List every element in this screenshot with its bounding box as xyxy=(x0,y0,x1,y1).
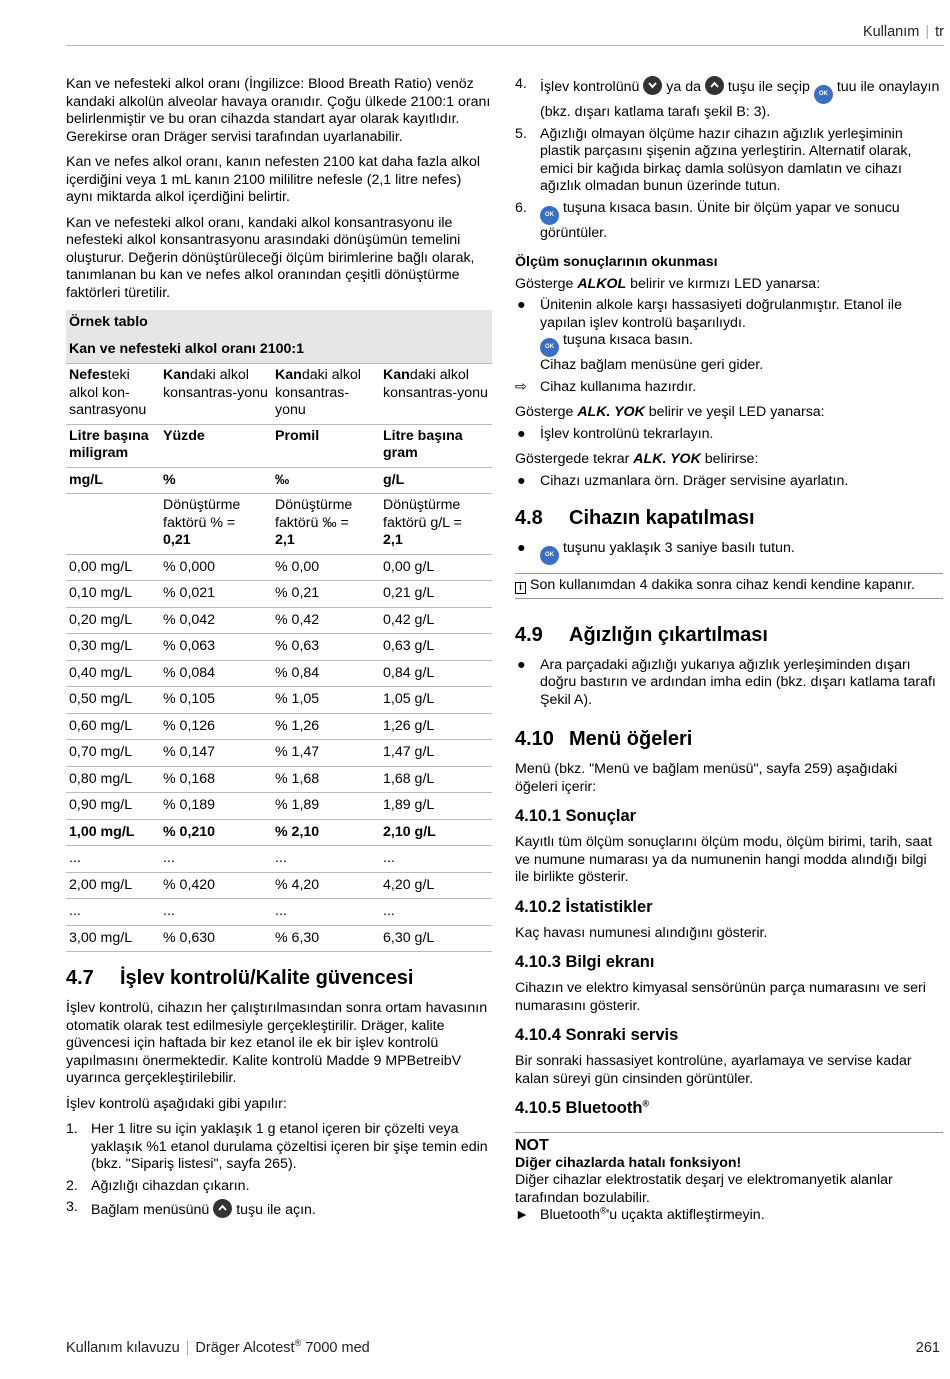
down-key-icon xyxy=(643,76,662,95)
factor-cell: Dönüştürme faktörü g/L = 2,1 xyxy=(380,494,492,555)
table-cell: % 0,000 xyxy=(160,554,272,581)
table-row xyxy=(66,713,492,740)
table-cell: 1,68 g/L xyxy=(380,766,492,793)
up-key-icon xyxy=(705,76,724,95)
table-cell: 3,00 mg/L xyxy=(66,925,160,952)
table-cell: 0,21 g/L xyxy=(380,581,492,608)
units-short-row xyxy=(66,467,492,494)
ok-key-icon: OK xyxy=(540,338,559,357)
table-cell: 0,70 mg/L xyxy=(66,740,160,767)
table-cell: 4,20 g/L xyxy=(380,872,492,899)
table-row xyxy=(66,634,492,661)
col-head: Nefesteki alkol kon-santrasyonu xyxy=(66,364,160,425)
table-cell: % 6,30 xyxy=(272,925,380,952)
up-key-icon xyxy=(213,1199,232,1218)
bullet-item: ● OK tuşunu yaklaşık 3 saniye basılı tutun. xyxy=(515,540,943,565)
table-cell: % 0,147 xyxy=(160,740,272,767)
result-item: ⇨ Cihaz kullanıma hazırdır. xyxy=(515,378,697,395)
header-section: Kullanım xyxy=(862,24,920,40)
ok-key-icon: OK xyxy=(814,85,833,104)
list-item: 5. Ağızlığı olmayan ölçüme hazır cihazın ağızlık yerleşiminin plastik parçasını şişenin ağzına yerleştirin. Alternatif olarak, emici bir kağıda birkaç damla solüsyon damlatın ve cihazı ağızlık olmadan bunun üzerinde tutun. xyxy=(515,125,912,194)
table-row xyxy=(66,687,492,714)
table-cell: % 0,420 xyxy=(160,872,272,899)
unit-cell: % xyxy=(160,467,272,494)
info-note: i Son kullanımdan 4 dakika sonra cihaz kendi kendine kapanır. xyxy=(515,573,943,599)
table-cell: 1,05 g/L xyxy=(380,687,492,714)
table-cell: 6,30 g/L xyxy=(380,925,492,952)
table-cell: % 1,05 xyxy=(272,687,380,714)
subsection-heading: 4.10.3 Bilgi ekranı xyxy=(515,953,655,971)
table-cell: ... xyxy=(66,899,160,926)
table-cell: ... xyxy=(160,899,272,926)
list-item: 2. Ağızlığı cihazdan çıkarın. xyxy=(66,1177,250,1194)
footer-title: Kullanım kılavuzu | Dräger Alcotest® 7000 med xyxy=(66,1338,370,1356)
table-cell: % 0,084 xyxy=(160,660,272,687)
table-row xyxy=(66,554,492,581)
table-row xyxy=(66,766,492,793)
unit-cell: ‰ xyxy=(272,467,380,494)
table-row xyxy=(66,899,492,926)
unit-cell: mg/L xyxy=(66,467,160,494)
table-cell: % 1,89 xyxy=(272,793,380,820)
subsection-heading: 4.10.4 Sonraki servis xyxy=(515,1026,679,1044)
subsection-heading: 4.10.2 İstatistikler xyxy=(515,897,653,916)
right-column xyxy=(515,76,943,1225)
info-icon: i xyxy=(515,582,526,594)
table-cell: % 0,105 xyxy=(160,687,272,714)
factor-row xyxy=(66,494,492,555)
page-header xyxy=(66,24,944,46)
list-item: 4. İşlev kontrolünü ya da tuşu ile seçip OK tuu ile onaylayın (bkz. dışarı katlama tarafı şekil B: 3). xyxy=(515,76,940,120)
table-row xyxy=(66,581,492,608)
table-row xyxy=(66,607,492,634)
unit-cell: Yüzde xyxy=(160,424,272,467)
factor-cell xyxy=(66,494,160,555)
paragraph: Kan ve nefesteki alkol oranı, kandaki alkol konsantrasyonu ile nefesteki alkol konsantrasyonu arasındaki dönüşümün temelini oluşturur. Değerin dönüştürüleceği ölçüm birimlerine bağlı olarak, tanımlanan bu kan ve nefes alkol oranından çeşitli dönüştürme faktörleri türetilir. xyxy=(66,214,475,301)
table-cell: 1,89 g/L xyxy=(380,793,492,820)
subsection-heading: 4.10.1 Sonuçlar xyxy=(515,807,637,825)
paragraph: Menü (bkz. "Menü ve bağlam menüsü", sayfa 259) aşağıdaki öğeleri içerir: xyxy=(515,761,898,795)
table-cell: ... xyxy=(272,846,380,873)
table-cell: 0,00 g/L xyxy=(380,554,492,581)
table-cell: % 0,00 xyxy=(272,554,380,581)
col-head: Kandaki alkol konsantras-yonu xyxy=(272,364,380,425)
paragraph: Kayıtlı tüm ölçüm sonuçlarını ölçüm modu, ölçüm birimi, tarih, saat ve numune numarası ya da numunenin hangi modda alındığı bilgi ile birlikte gösterir. xyxy=(515,834,933,885)
table-cell: % 2,10 xyxy=(272,819,380,846)
table-cell: 1,00 mg/L xyxy=(66,819,160,846)
table-cell: 0,20 mg/L xyxy=(66,607,160,634)
table-cell: % 4,20 xyxy=(272,872,380,899)
table-cell: 2,00 mg/L xyxy=(66,872,160,899)
col-head: Kandaki alkol konsantras-yonu xyxy=(160,364,272,425)
table-cell: % 0,042 xyxy=(160,607,272,634)
factor-cell: Dönüştürme faktörü ‰ = 2,1 xyxy=(272,494,380,555)
table-cell: 1,47 g/L xyxy=(380,740,492,767)
table-cell: % 0,210 xyxy=(160,819,272,846)
table-cell: % 0,42 xyxy=(272,607,380,634)
table-cell: % 0,630 xyxy=(160,925,272,952)
left-column xyxy=(66,76,492,1224)
table-cell: % 0,126 xyxy=(160,713,272,740)
table-cell: 0,40 mg/L xyxy=(66,660,160,687)
notice-box xyxy=(515,1132,943,1225)
bullet-item: ● İşlev kontrolünü tekrarlayın. xyxy=(517,425,714,442)
table-cell: ... xyxy=(380,846,492,873)
notice-title: NOT xyxy=(515,1137,549,1154)
unit-cell: Promil xyxy=(272,424,380,467)
paragraph: Gösterge ALKOL belirir ve kırmızı LED yanarsa: xyxy=(515,275,821,292)
unit-cell: g/L xyxy=(380,467,492,494)
factor-cell: Dönüştürme faktörü % = 0,21 xyxy=(160,494,272,555)
bullet-item: ● Cihazı uzmanlara örn. Dräger servisine ayarlatın. xyxy=(517,472,849,489)
conversion-table xyxy=(66,310,492,952)
table-body xyxy=(66,554,492,952)
table-cell: ... xyxy=(66,846,160,873)
paragraph: Kan ve nefes alkol oranı, kanın nefesten 2100 kat daha fazla alkol içerdiğini veya 1 mL kanın 2100 mililitre nefesle (2,1 litre nefes) aynı miktarda alkol içerdiğini belirtir. xyxy=(66,154,481,205)
notice-text: Diğer cihazlar elektrostatik deşarj ve elektromanyetik alanlar tarafından bozulabilir. xyxy=(515,1172,893,1206)
table-row xyxy=(66,846,492,873)
table-cell: 1,26 g/L xyxy=(380,713,492,740)
unit-cell: Litre başına gram xyxy=(380,424,492,467)
table-row xyxy=(66,819,492,846)
paragraph: Gösterge ALK. YOK belirir ve yeşil LED yanarsa: xyxy=(515,404,825,420)
table-row xyxy=(66,660,492,687)
table-row xyxy=(66,740,492,767)
table-cell: 0,90 mg/L xyxy=(66,793,160,820)
table-row xyxy=(66,793,492,820)
table-cell: % 1,68 xyxy=(272,766,380,793)
paragraph: Kaç havası numunesi alındığını gösterir. xyxy=(515,924,768,941)
section-heading-4-10: 4.10 Menü öğeleri xyxy=(515,728,693,750)
table-cell: ... xyxy=(272,899,380,926)
table-cell: % 0,168 xyxy=(160,766,272,793)
unit-cell: Litre başına miligram xyxy=(66,424,160,467)
table-row xyxy=(66,925,492,952)
table-cell: 2,10 g/L xyxy=(380,819,492,846)
table-title: Örnek tablo xyxy=(66,310,492,337)
table-cell: ... xyxy=(380,899,492,926)
table-cell: 0,84 g/L xyxy=(380,660,492,687)
table-cell: % 0,21 xyxy=(272,581,380,608)
table-cell: % 0,84 xyxy=(272,660,380,687)
table-cell: % 1,26 xyxy=(272,713,380,740)
ok-key-icon: OK xyxy=(540,206,559,225)
ok-key-icon: OK xyxy=(540,546,559,565)
table-cell: 0,30 mg/L xyxy=(66,634,160,661)
table-subtitle: Kan ve nefesteki alkol oranı 2100:1 xyxy=(66,337,492,364)
table-cell: ... xyxy=(160,846,272,873)
table-cell: % 0,063 xyxy=(160,634,272,661)
units-long-row xyxy=(66,424,492,467)
table-cell: 0,80 mg/L xyxy=(66,766,160,793)
paragraph: Göstergede tekrar ALK. YOK belirirse: xyxy=(515,451,759,467)
list-item: 1. Her 1 litre su için yaklaşık 1 g etanol içeren bir çözelti veya yaklaşık %1 etanol durulama çözeltisi içeren bir şişe temin edin (bkz. "Sipariş listesi", sayfa 265). xyxy=(66,1121,488,1172)
table-cell: 0,42 g/L xyxy=(380,607,492,634)
paragraph: İşlev kontrolü, cihazın her çalıştırılmasından sonra ortam havasının otomatik olarak test edilmesiyle gerçekleştirilir. Dräger, kalite güvencesi için haftada bir kez etanol ile ek bir işlev kontrolü yapılmasını önermektedir. Kalite kontrolü Madde 9 MPBetreibV uyarınca gerçekleştirilebilir. xyxy=(66,1000,488,1086)
table-cell: 0,60 mg/L xyxy=(66,713,160,740)
list-item: 3. Bağlam menüsünü tuşu ile açın. xyxy=(66,1199,316,1218)
section-heading-4-7: 4.7 İşlev kontrolü/Kalite güvencesi xyxy=(66,967,414,989)
paragraph: Cihazın ve elektro kimyasal sensörünün parça numarasını ve seri numarasını gösterir. xyxy=(515,980,926,1014)
page-number: 261 xyxy=(915,1340,940,1356)
header-separator: | xyxy=(925,24,930,40)
table-cell: % 0,021 xyxy=(160,581,272,608)
page-footer xyxy=(66,1336,944,1360)
header-lang: tr xyxy=(935,24,944,40)
table-cell: 0,63 g/L xyxy=(380,634,492,661)
table-head-row xyxy=(66,364,492,425)
notice-step: ► Bluetooth®'u uçakta aktifleştirmeyin. xyxy=(515,1205,765,1223)
table-cell: 0,00 mg/L xyxy=(66,554,160,581)
table-cell: % 0,63 xyxy=(272,634,380,661)
paragraph: İşlev kontrolü aşağıdaki gibi yapılır: xyxy=(66,1095,287,1112)
paragraph: Bir sonraki hassasiyet kontrolüne, ayarlamaya ve servise kadar kalan süreyi gün cinsinden görüntüler. xyxy=(515,1053,912,1087)
section-heading-4-9: 4.9 Ağızlığın çıkartılması xyxy=(515,623,768,646)
table-row xyxy=(66,872,492,899)
paragraph: Kan ve nefesteki alkol oranı (İngilizce: Blood Breath Ratio) venöz kandaki alkolün alveolar havaya oranıdır. Çoğu ülkede 2100:1 oranı belirlenmiştir ve bu oran cihazda standart ayar olarak kayıtlıdır. Gerekirse oran Dräger servisi tarafından uyarlanabilir. xyxy=(66,76,491,145)
notice-subtitle: Diğer cihazlarda hatalı fonksiyon! xyxy=(515,1154,742,1171)
bullet-item: ● Ara parçadaki ağızlığı yukarıya ağızlık yerleşiminden dışarı doğru bastırın ve ardından imha edin (bkz. dışarı katlama tarafı Şekil A). xyxy=(517,656,936,708)
col-head: Kandaki alkol konsantras-yonu xyxy=(380,364,492,425)
list-item: 6. OK tuşuna kısaca basın. Ünite bir ölçüm yapar ve sonucu görüntüler. xyxy=(515,199,900,241)
subsection-heading: 4.10.5 Bluetooth® xyxy=(515,1098,650,1117)
section-heading-4-8: 4.8 Cihazın kapatılması xyxy=(515,507,755,529)
subheading-results: Ölçüm sonuçlarının okunması xyxy=(515,254,718,270)
table-cell: 0,50 mg/L xyxy=(66,687,160,714)
table-cell: % 0,189 xyxy=(160,793,272,820)
table-cell: % 1,47 xyxy=(272,740,380,767)
bullet-item: ● Ünitenin alkole karşı hassasiyeti doğrulanmıştır. Etanol ile yapılan işlev kontrolü başarılıydı. OK tuşuna kısaca basın. Cihaz bağlam menüsüne geri gider. xyxy=(517,297,902,373)
table-cell: 0,10 mg/L xyxy=(66,581,160,608)
